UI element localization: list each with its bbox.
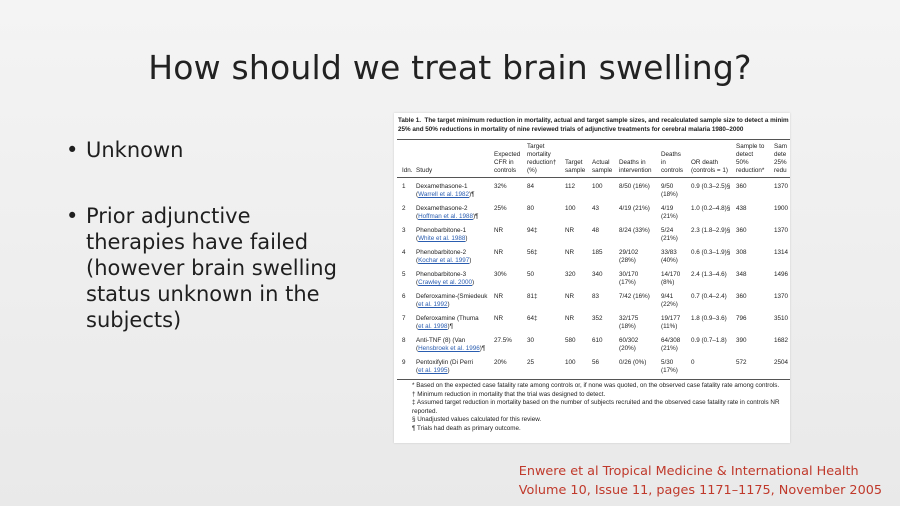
table-caption (394, 113, 790, 137)
bullet-item (66, 203, 356, 333)
row-idn: 4 (402, 249, 406, 256)
row-target-reduction: 84 (527, 183, 535, 190)
row-cfr: 32% (494, 183, 507, 190)
row-idn: 1 (402, 183, 406, 190)
table-caption-line2: 25% and 50% reductions in mortality of nine reviewed trials of adjunctive treatments for cerebral malaria 1980–2000 (398, 125, 744, 133)
row-actual-sample: 48 (592, 227, 600, 234)
footnote: † Minimum reduction in mortality that the trial was designed to detect. (412, 390, 606, 398)
reference-link[interactable]: et al. 1992 (418, 301, 448, 308)
row-sample-50: 796 (736, 315, 747, 322)
row-study: Deferoxamine (Thuma (416, 315, 479, 322)
row-sample-25: 1682 (774, 337, 789, 344)
row-deaths-controls-pct: (18%) (661, 191, 678, 198)
row-sample-25: 2504 (774, 359, 789, 366)
row-idn: 5 (402, 271, 406, 278)
footnote: reported. (412, 407, 438, 415)
footnote: § Unadjusted values calculated for this review. (412, 416, 542, 424)
row-study: Anti-TNF (8) (Van (416, 337, 466, 344)
header-actual-sample: sample (592, 167, 613, 174)
row-reference[interactable]: (Crawley et al. 2000) (416, 279, 475, 286)
row-actual-sample: 56 (592, 359, 600, 366)
row-reference[interactable]: (White et al. 1988) (416, 235, 468, 242)
row-deaths-controls: 4/19 (661, 205, 674, 212)
row-deaths-intervention: 8/50 (16%) (619, 183, 650, 190)
row-study: Phenobarbitone-1 (416, 227, 467, 234)
row-reference[interactable]: (Hoffman et al. 1988)¶ (416, 213, 479, 220)
footnote: * Based on the expected case fatality rate among controls or, if none was quoted, on the observed case fatality rate among controls. (412, 382, 780, 389)
row-deaths-intervention: 0/26 (0%) (619, 359, 647, 366)
footnote: ¶ Trials had death as primary outcome. (412, 424, 521, 432)
header-cfr: controls (494, 167, 517, 174)
row-idn: 2 (402, 205, 406, 212)
row-target-reduction: 64‡ (527, 315, 538, 322)
row-actual-sample: 185 (592, 249, 603, 256)
row-study: Deferoxamine-(Smiedeuk (416, 293, 488, 300)
row-idn: 9 (402, 359, 406, 366)
header-deaths-intervention: Deaths in (619, 159, 646, 166)
row-deaths-controls: 9/50 (661, 183, 674, 190)
row-target-sample: 112 (565, 183, 576, 190)
header-target-sample: sample (565, 167, 586, 174)
row-reference[interactable]: (et al. 1998)¶ (416, 323, 454, 330)
row-target-sample: NR (565, 293, 575, 300)
row-deaths-controls-pct: (21%) (661, 345, 678, 352)
table-image (394, 113, 790, 443)
reference-link[interactable]: Hensbroek et al. 1996 (418, 345, 480, 352)
row-idn: 8 (402, 337, 406, 344)
row-deaths-intervention: 7/42 (16%) (619, 293, 650, 300)
header-deaths-intervention: intervention (619, 167, 652, 174)
row-deaths-controls-pct: (21%) (661, 235, 678, 242)
header-sample-25: redu (774, 167, 787, 174)
header-idn: Idn. (402, 167, 413, 174)
row-idn: 6 (402, 293, 406, 300)
row-deaths-controls-pct: (17%) (661, 367, 678, 374)
row-or-death: 0.9 (0.3–2.5)§ (691, 183, 731, 190)
row-deaths-controls: 64/308 (661, 337, 681, 344)
row-or-death: 0 (691, 359, 695, 366)
table-rule (397, 139, 790, 140)
row-deaths-controls: 19/177 (661, 315, 681, 322)
table-rule (397, 379, 790, 380)
header-sample-50: detect (736, 151, 754, 158)
header-cfr: CFR in (494, 159, 514, 166)
row-sample-50: 572 (736, 359, 747, 366)
row-target-sample: NR (565, 315, 575, 322)
row-study: Phenobarbitone-2 (416, 249, 467, 256)
table-footnotes (412, 382, 780, 434)
row-sample-50: 390 (736, 337, 747, 344)
row-actual-sample: 43 (592, 205, 600, 212)
slide-title: How should we treat brain swelling? (148, 48, 752, 87)
row-idn: 3 (402, 227, 406, 234)
bullet-text: Prior adjunctive therapies have failed (however brain swelling status unknown in the subjects) (86, 204, 337, 332)
row-or-death: 0.6 (0.3–1.9)§ (691, 249, 731, 256)
row-actual-sample: 100 (592, 183, 603, 190)
row-or-death: 1.8 (0.9–3.6) (691, 315, 727, 322)
bullet-item (66, 137, 356, 163)
row-cfr: 27.5% (494, 337, 512, 344)
row-or-death: 2.3 (1.8–2.9)§ (691, 227, 731, 234)
row-deaths-intervention-pct: (28%) (619, 257, 636, 264)
row-deaths-controls: 33/83 (661, 249, 677, 256)
row-or-death: 2.4 (1.3–4.6) (691, 271, 727, 278)
row-sample-50: 360 (736, 293, 747, 300)
header-sample-25: Sam (774, 143, 787, 150)
row-target-reduction: 30 (527, 337, 535, 344)
row-target-sample: NR (565, 249, 575, 256)
header-target-reduction: reduction† (527, 159, 557, 166)
reference-link[interactable]: Warrell et al. 1982 (418, 191, 469, 198)
row-sample-25: 1496 (774, 271, 789, 278)
row-target-sample: 580 (565, 337, 576, 344)
header-target-reduction: (%) (527, 167, 537, 174)
row-target-sample: 320 (565, 271, 576, 278)
reference-link[interactable]: Kochar et al. 1997 (418, 257, 470, 264)
row-deaths-controls-pct: (8%) (661, 279, 675, 286)
header-target-reduction: mortality (527, 151, 551, 158)
bullet-dot-icon: • (66, 138, 79, 162)
row-sample-50: 438 (736, 205, 747, 212)
table-rule (397, 177, 790, 178)
row-sample-50: 308 (736, 249, 747, 256)
bullet-list (66, 137, 356, 333)
header-sample-25: 25% (774, 159, 787, 166)
citation-line2: Volume 10, Issue 11, pages 1171–1175, November 2005 (518, 483, 882, 498)
row-cfr: NR (494, 293, 504, 300)
row-target-reduction: 25 (527, 359, 535, 366)
header-actual-sample: Actual (592, 159, 610, 166)
row-actual-sample: 83 (592, 293, 600, 300)
citation (519, 462, 882, 500)
row-cfr: 30% (494, 271, 507, 278)
row-sample-50: 360 (736, 183, 747, 190)
row-study: Dexamethasone-2 (416, 205, 468, 212)
header-sample-25: dete (774, 151, 787, 158)
row-or-death: 1.0 (0.2–4.8)§ (691, 205, 731, 212)
header-deaths-controls: in (661, 159, 666, 166)
row-actual-sample: 610 (592, 337, 603, 344)
row-deaths-controls-pct: (40%) (661, 257, 678, 264)
row-sample-25: 3510 (774, 315, 789, 322)
row-idn: 7 (402, 315, 406, 322)
header-cfr: Expected (494, 151, 521, 158)
row-cfr: NR (494, 315, 504, 322)
row-cfr: 25% (494, 205, 507, 212)
reference-link[interactable]: et al. 1995 (418, 367, 448, 374)
row-deaths-intervention-pct: (18%) (619, 323, 636, 330)
header-target-sample: Target (565, 159, 583, 166)
row-cfr: NR (494, 249, 504, 256)
row-reference[interactable]: (Warrell et al. 1982)¶ (416, 191, 475, 198)
reference-link[interactable]: White et al. 1988 (418, 235, 466, 242)
header-deaths-controls: Deaths (661, 151, 681, 158)
row-sample-25: 1314 (774, 249, 789, 256)
row-study: Phenobarbitone-3 (416, 271, 467, 278)
reference-link[interactable]: Hoffman et al. 1988 (418, 213, 473, 220)
reference-link[interactable]: Crawley et al. 2000 (418, 279, 473, 286)
row-deaths-intervention: 4/19 (21%) (619, 205, 650, 212)
table-caption-line1: The target minimum reduction in mortality, actual and target sample sizes, and recalculated sample size to detect a minim (424, 117, 789, 124)
row-sample-25: 1370 (774, 183, 789, 190)
header-sample-50: 50% (736, 159, 749, 166)
row-cfr: NR (494, 227, 504, 234)
header-sample-50: Sample to (736, 143, 765, 150)
row-or-death: 0.7 (0.4–2.4) (691, 293, 727, 300)
row-deaths-intervention: 8/24 (33%) (619, 227, 650, 234)
row-deaths-intervention: 32/175 (619, 315, 639, 322)
row-study: Pentoxifylin (Di Perri (416, 359, 474, 366)
row-reference[interactable]: (Hensbroek et al. 1996)¶ (416, 345, 486, 352)
row-target-reduction: 94‡ (527, 227, 538, 234)
row-target-reduction: 81‡ (527, 293, 538, 300)
header-sample-50: reduction* (736, 167, 765, 174)
row-reference[interactable]: (Kochar et al. 1997) (416, 257, 472, 264)
row-target-reduction: 56‡ (527, 249, 538, 256)
row-sample-50: 348 (736, 271, 747, 278)
footnote: ‡ Assumed target reduction in mortality based on the number of subjects recruited and the observed case fatality rate in controls NR (412, 399, 780, 407)
header-target-reduction: Target (527, 143, 545, 150)
header-deaths-controls: controls (661, 167, 684, 174)
row-deaths-intervention: 60/302 (619, 337, 639, 344)
header-or-death: OR death (691, 159, 718, 166)
row-deaths-controls: 14/170 (661, 271, 681, 278)
bullet-dot-icon: • (66, 204, 79, 228)
row-target-reduction: 80 (527, 205, 535, 212)
reference-link[interactable]: et al. 1998 (418, 323, 448, 330)
row-target-sample: 100 (565, 359, 576, 366)
row-target-sample: 100 (565, 205, 576, 212)
row-cfr: 20% (494, 359, 507, 366)
row-reference[interactable]: (et al. 1995) (416, 367, 450, 374)
row-deaths-intervention-pct: (17%) (619, 279, 636, 286)
row-or-death: 0.9 (0.7–1.8) (691, 337, 727, 344)
table-label: Table 1. (398, 117, 421, 124)
row-sample-50: 360 (736, 227, 747, 234)
row-study: Dexamethasone-1 (416, 183, 468, 190)
header-study: Study (416, 167, 433, 174)
bullet-text: Unknown (86, 138, 184, 162)
row-deaths-controls: 5/24 (661, 227, 674, 234)
row-sample-25: 1370 (774, 293, 789, 300)
row-deaths-controls: 5/30 (661, 359, 674, 366)
row-deaths-controls-pct: (22%) (661, 301, 678, 308)
row-deaths-intervention: 30/170 (619, 271, 639, 278)
row-actual-sample: 352 (592, 315, 603, 322)
row-actual-sample: 340 (592, 271, 603, 278)
row-deaths-intervention-pct: (20%) (619, 345, 636, 352)
row-deaths-controls-pct: (11%) (661, 323, 678, 330)
header-or-death: (controls = 1) (691, 167, 728, 174)
row-sample-25: 1370 (774, 227, 789, 234)
row-reference[interactable]: (et al. 1992) (416, 301, 450, 308)
row-target-sample: NR (565, 227, 575, 234)
citation-line1: Enwere et al Tropical Medicine & International Health (518, 464, 859, 479)
row-deaths-controls-pct: (21%) (661, 213, 678, 220)
row-sample-25: 1900 (774, 205, 789, 212)
row-target-reduction: 50 (527, 271, 535, 278)
row-deaths-intervention: 29/102 (619, 249, 639, 256)
row-deaths-controls: 9/41 (661, 293, 674, 300)
